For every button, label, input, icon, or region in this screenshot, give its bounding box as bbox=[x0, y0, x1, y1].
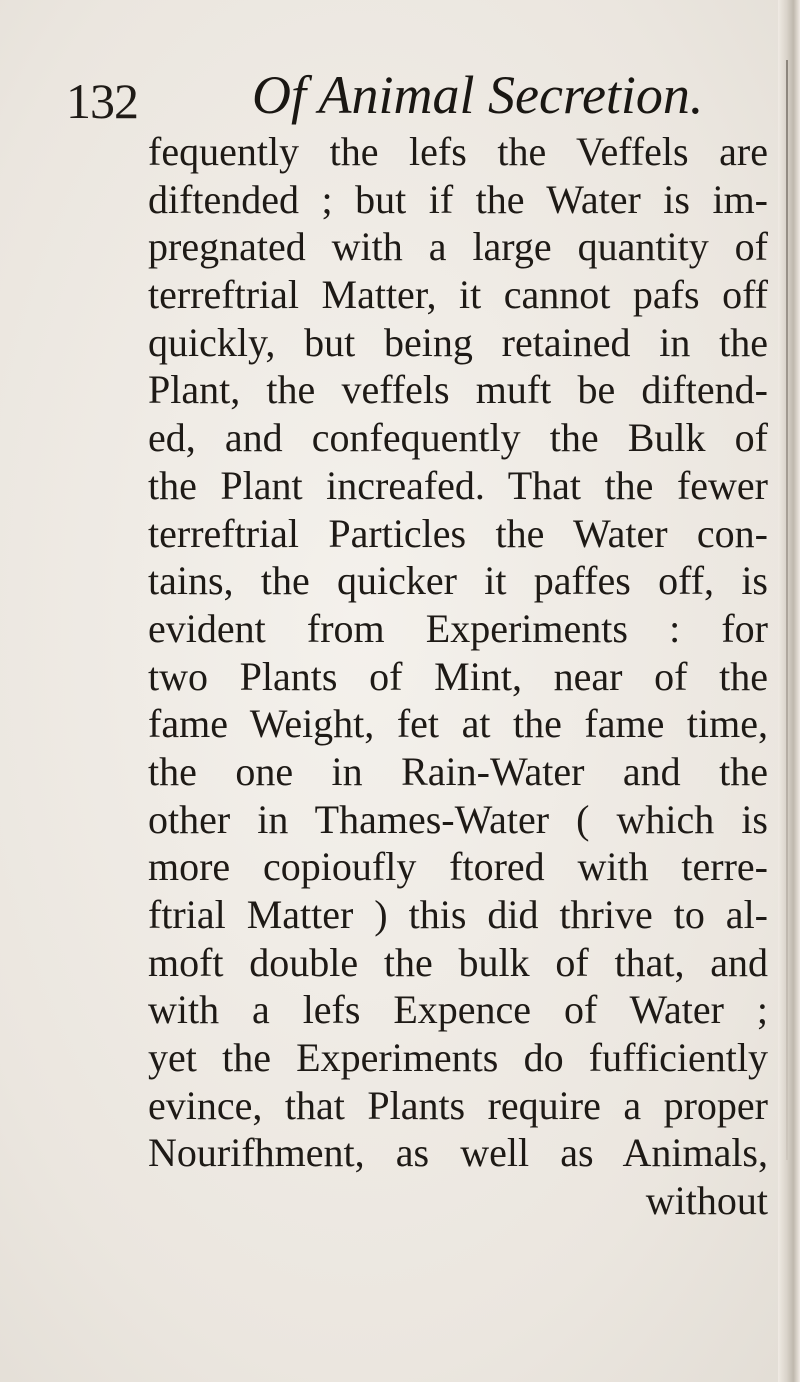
text-line: Plant, the veffels muft be diftend- bbox=[148, 367, 768, 413]
page-header bbox=[66, 64, 766, 134]
text-line: ed, and confequently the Bulk of bbox=[148, 415, 768, 461]
text-line: fequently the lefs the Veffels are bbox=[148, 129, 768, 174]
text-line: two Plants of Mint, near of the bbox=[148, 653, 768, 699]
text-line: evince, that Plants require a proper bbox=[148, 1082, 768, 1128]
text-line: other in Thames-Water ( which is bbox=[148, 796, 768, 842]
text-line: Nourifhment, as well as Animals, bbox=[148, 1130, 768, 1176]
catchword: without bbox=[645, 1178, 768, 1224]
text-line: the Plant increafed. That the fewer bbox=[148, 462, 768, 508]
text-line: yet the Experiments do fufficiently bbox=[148, 1035, 768, 1081]
text-line: diftended ; but if the Water is im- bbox=[148, 176, 768, 222]
running-head: Of Animal Secretion. bbox=[252, 65, 704, 125]
text-line: moft double the bulk of that, and bbox=[148, 939, 768, 985]
text-line: with a lefs Expence of Water ; bbox=[148, 987, 768, 1033]
text-line: terreftrial Matter, it cannot pafs off bbox=[148, 272, 768, 318]
text-line: terreftrial Particles the Water con- bbox=[148, 510, 768, 556]
text-line: pregnated with a large quantity of bbox=[148, 224, 768, 270]
text-line: quickly, but being retained in the bbox=[148, 319, 768, 365]
body-text bbox=[148, 128, 768, 1225]
page-gutter bbox=[778, 0, 800, 1382]
text-line: evident from Experiments : for bbox=[148, 605, 768, 651]
gutter-shadow-line bbox=[786, 60, 788, 1160]
text-line: tains, the quicker it paffes off, is bbox=[148, 558, 768, 604]
page-number: 132 bbox=[66, 73, 138, 129]
text-line: the one in Rain-Water and the bbox=[148, 748, 768, 794]
text-line: ftrial Matter ) this did thrive to al- bbox=[148, 892, 768, 937]
text-line: fame Weight, fet at the fame time, bbox=[148, 701, 768, 747]
text-line: more copioufly ftored with terre- bbox=[148, 844, 768, 890]
